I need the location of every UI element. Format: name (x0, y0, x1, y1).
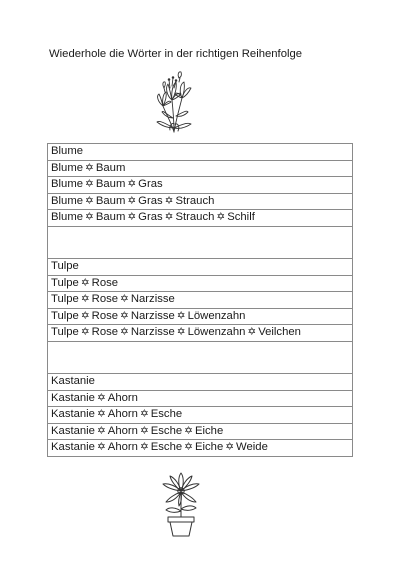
word-chain-cell (48, 373, 353, 390)
lily-flower-icon (154, 70, 194, 134)
star-separator-icon: ✡ (85, 211, 94, 224)
word: Ahorn (107, 424, 138, 437)
word: Kastanie (51, 374, 95, 387)
word-chain-cell (48, 210, 353, 227)
blank-answer-cell (48, 341, 353, 373)
star-separator-icon: ✡ (85, 178, 94, 191)
word: Weide (236, 441, 268, 454)
word: Narzisse (130, 326, 175, 339)
word-chain-cell (48, 160, 353, 177)
word: Tulpe (51, 276, 79, 289)
word-chain-row (48, 423, 353, 440)
word: Baum (95, 178, 126, 191)
word: Gras (138, 211, 163, 224)
star-separator-icon: ✡ (225, 441, 235, 454)
word: Strauch (175, 194, 215, 207)
word-chain-cell (48, 440, 353, 457)
word: Ahorn (107, 408, 138, 421)
word: Baum (95, 194, 126, 207)
word-chain-row (48, 325, 353, 342)
star-separator-icon: ✡ (80, 276, 90, 289)
word: Schilf (227, 211, 255, 224)
blank-answer-row (48, 226, 353, 258)
star-separator-icon: ✡ (96, 408, 106, 421)
word-chain-cell (48, 423, 353, 440)
word: Tulpe (51, 259, 79, 272)
worksheet-title: Wiederhole die Wörter in der richtigen Reihenfolge (49, 48, 303, 60)
word-chain-row (48, 177, 353, 194)
star-separator-icon: ✡ (85, 194, 94, 207)
star-separator-icon: ✡ (120, 293, 129, 306)
word: Rose (91, 276, 119, 289)
star-separator-icon: ✡ (184, 441, 193, 454)
star-separator-icon: ✡ (164, 211, 174, 224)
star-separator-icon: ✡ (127, 194, 137, 207)
word: Blume (51, 145, 84, 157)
word-chain-cell (48, 177, 353, 194)
word: Löwenzahn (187, 326, 246, 339)
word: Löwenzahn (187, 309, 246, 322)
star-separator-icon: ✡ (127, 211, 137, 224)
word: Tulpe (51, 326, 79, 339)
word: Rose (91, 309, 119, 322)
word: Rose (91, 326, 119, 339)
word: Narzisse (130, 309, 175, 322)
word: Baum (95, 161, 126, 174)
star-separator-icon: ✡ (139, 424, 149, 437)
blank-answer-row (48, 341, 353, 373)
word: Eiche (194, 441, 224, 454)
word-chain-row (48, 390, 353, 407)
word-chain-row (48, 407, 353, 424)
word: Blume (51, 161, 84, 174)
word: Esche (150, 408, 183, 421)
word: Ahorn (107, 441, 138, 454)
word: Narzisse (130, 293, 175, 306)
word-chain-row (48, 210, 353, 227)
word: Gras (138, 178, 163, 191)
word-chain-row (48, 275, 353, 292)
word-chain-cell (48, 325, 353, 342)
word: Eiche (194, 424, 224, 437)
star-separator-icon: ✡ (96, 391, 106, 404)
word-chain-cell (48, 193, 353, 210)
star-separator-icon: ✡ (80, 309, 90, 322)
word: Rose (91, 293, 119, 306)
word-chain-row (48, 258, 353, 275)
word: Strauch (175, 211, 215, 224)
potted-flower-icon (156, 471, 206, 539)
word-chain-cell (48, 308, 353, 325)
star-separator-icon: ✡ (96, 441, 106, 454)
star-separator-icon: ✡ (176, 309, 186, 322)
star-separator-icon: ✡ (139, 408, 149, 421)
word: Gras (138, 194, 163, 207)
star-separator-icon: ✡ (139, 441, 149, 454)
word-chain-cell (48, 275, 353, 292)
word: Blume (51, 194, 84, 207)
word-chain-table (47, 143, 353, 457)
star-separator-icon: ✡ (120, 309, 129, 322)
word: Kastanie (51, 424, 95, 437)
word: Esche (150, 441, 183, 454)
word-chain-row (48, 193, 353, 210)
word: Kastanie (51, 408, 95, 421)
word-chain-cell (48, 407, 353, 424)
word-chain-cell (48, 258, 353, 275)
blank-answer-cell (48, 226, 353, 258)
star-separator-icon: ✡ (247, 326, 257, 339)
word-chain-cell (48, 144, 353, 161)
star-separator-icon: ✡ (85, 161, 94, 174)
word: Blume (51, 211, 84, 224)
word: Esche (150, 424, 183, 437)
word: Kastanie (51, 441, 95, 454)
word: Blume (51, 178, 84, 191)
word-chain-row (48, 373, 353, 390)
word: Kastanie (51, 391, 95, 404)
word-chain-cell (48, 292, 353, 309)
word: Veilchen (258, 326, 301, 339)
word-chain-row (48, 308, 353, 325)
star-separator-icon: ✡ (80, 293, 90, 306)
star-separator-icon: ✡ (80, 326, 90, 339)
word: Tulpe (51, 293, 79, 306)
star-separator-icon: ✡ (184, 424, 193, 437)
word-chain-row (48, 160, 353, 177)
word: Baum (95, 211, 126, 224)
star-separator-icon: ✡ (127, 178, 137, 191)
star-separator-icon: ✡ (176, 326, 186, 339)
word-chain-cell (48, 390, 353, 407)
star-separator-icon: ✡ (96, 424, 106, 437)
star-separator-icon: ✡ (216, 211, 226, 224)
word-chain-row (48, 292, 353, 309)
word-chain-row (48, 144, 353, 161)
star-separator-icon: ✡ (164, 194, 174, 207)
word: Ahorn (107, 391, 138, 404)
word-chain-row (48, 440, 353, 457)
word: Tulpe (51, 309, 79, 322)
star-separator-icon: ✡ (120, 326, 129, 339)
